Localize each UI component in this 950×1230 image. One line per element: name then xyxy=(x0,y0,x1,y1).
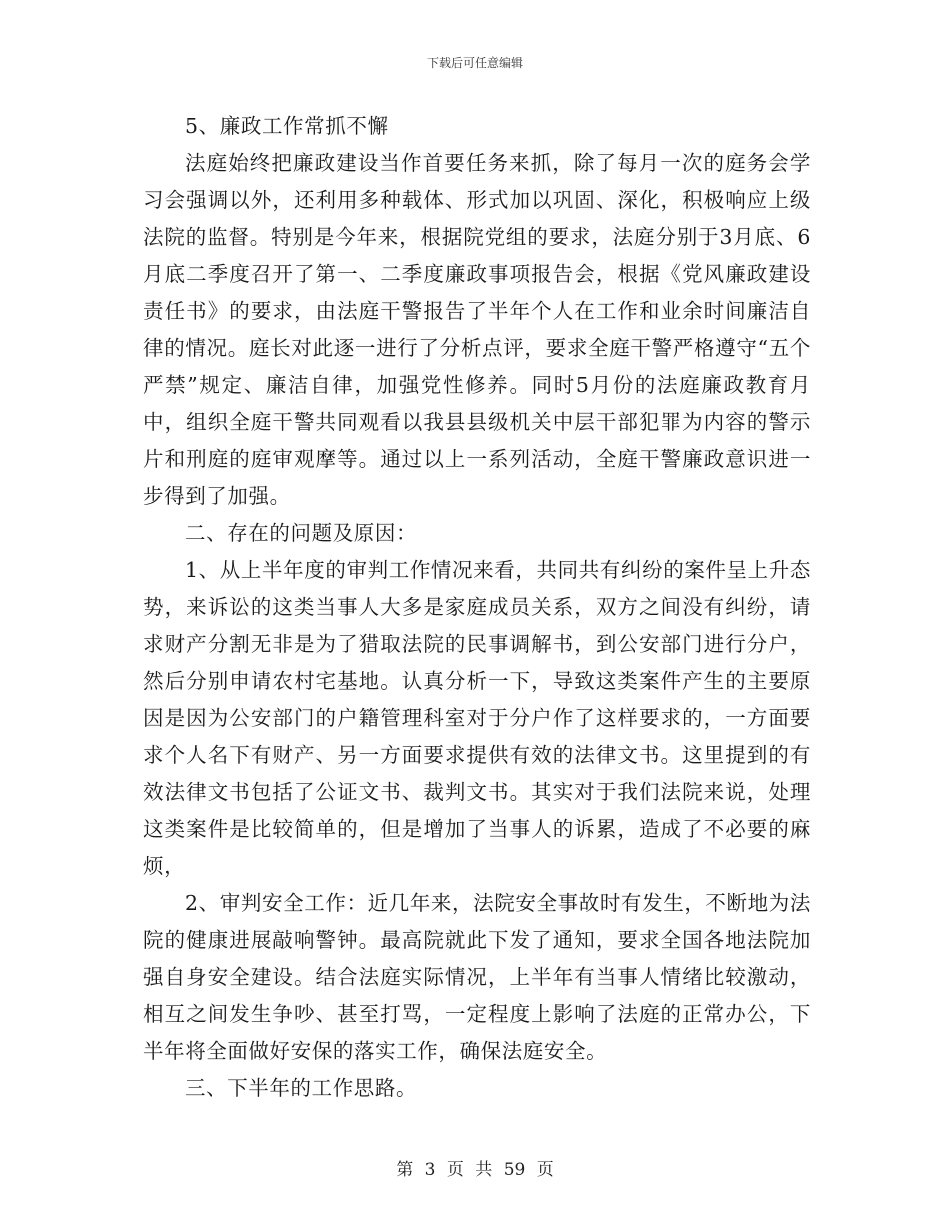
paragraph-problem-1: 1、从上半年度的审判工作情况来看，共同共有纠纷的案件呈上升态势，来诉讼的这类当事人大多是家庭成员关系，双方之间没有纠纷，请求财产分割无非是为了猎取法院的民事调解书，到公安部门进行分户，然后分别申请农村宅基地。认真分析一下，导致这类案件产生的主要原因是因为公安部门的户籍管理科室对于分户作了这样要求的，一方面要求个人名下有财产、另一方面要求提供有效的法律文书。这里提到的有效法律文书包括了公证文书、裁判文书。其实对于我们法院来说，处理这类案件是比较简单的，但是增加了当事人的诉累，造成了不必要的麻烦， xyxy=(143,558,811,878)
section-heading-plan: 三、下半年的工作思路。 xyxy=(185,1076,418,1100)
paragraph-integrity-work: 法庭始终把廉政建设当作首要任务来抓，除了每月一次的庭务会学习会强调以外，还利用多种载体、形式加以巩固、深化，积极响应上级法院的监督。特别是今年来，根据院党组的要求，法庭分别于3月底、6月底二季度召开了第一、二季度廉政事项报告会，根据《党风廉政建设责任书》的要求，由法庭干警报告了半年个人在工作和业余时间廉洁自律的情况。庭长对此逐一进行了分析点评，要求全庭干警严格遵守“五个严禁”规定、廉洁自律，加强党性修养。同时5月份的法庭廉政教育月中，组织全庭干警共同观看以我县县级机关中层干部犯罪为内容的警示片和刑庭的庭审观摩等。通过以上一系列活动，全庭干警廉政意识进一步得到了加强。 xyxy=(143,151,811,508)
page-number: 第 3 页 共 59 页 xyxy=(396,1160,554,1180)
document-body xyxy=(143,108,811,1107)
section-heading-problems: 二、存在的问题及原因： xyxy=(185,521,418,545)
header-note: 下载后可任意编辑 xyxy=(426,56,523,70)
paragraph-problem-2: 2、审判安全工作：近几年来，法院安全事故时有发生，不断地为法院的健康进展敲响警钟。最高院就此下发了通知，要求全国各地法院加强自身安全建设。结合法庭实际情况，上半年有当事人情绪比较激动，相互之间发生争吵、甚至打骂，一定程度上影响了法庭的正常办公，下半年将全面做好安保的落实工作，确保法庭安全。 xyxy=(143,891,811,1063)
section-heading-integrity: 5、廉政工作常抓不懈 xyxy=(185,114,389,138)
